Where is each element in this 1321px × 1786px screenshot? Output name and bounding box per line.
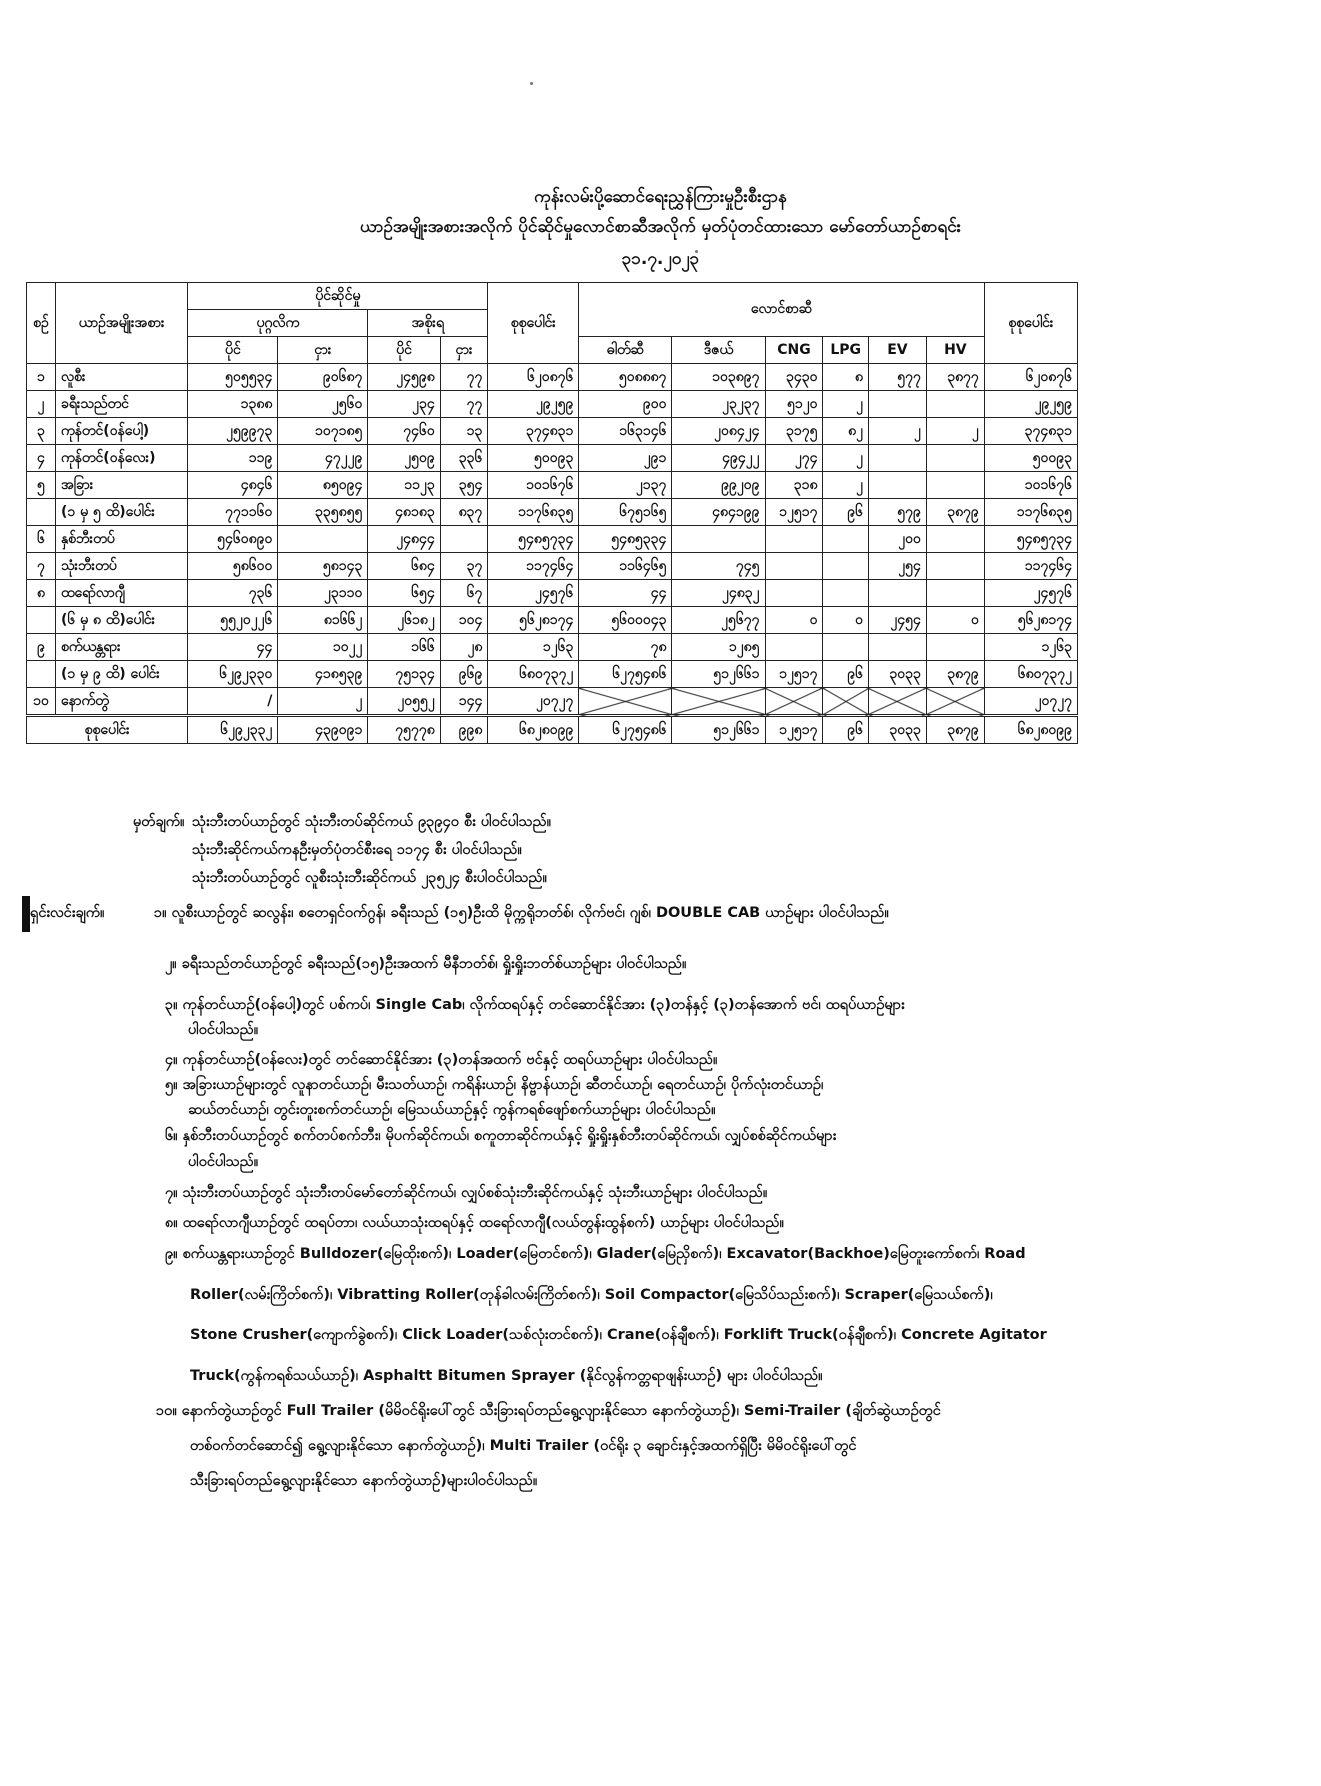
row-cell — [868, 634, 926, 661]
row-cell: ၈၁၆၆၂ — [278, 607, 368, 634]
row-cell: ၆၈၂၈၀၉၉ — [488, 716, 579, 744]
explanation-line: ၇။ သုံးဘီးတပ်ယာဉ်တွင် သုံးဘီးတပ်မော်တော်ဆိုင်ကယ်၊ လျှပ်စစ်သုံးဘီးဆိုင်ကယ်နှင့် သုံးဘီးယာဉ်များ ပါဝင်ပါသည်။ — [165, 1185, 768, 1201]
row-cell: ၂၄၅၇၆ — [488, 580, 579, 607]
row-cell: ၁၀၁၆၇၆ — [488, 472, 579, 499]
row-cell: ၇၅၁၃၄ — [368, 661, 440, 688]
col-total: စုစုပေါင်း — [488, 283, 579, 364]
col-hv: HV — [926, 337, 984, 364]
row-cell: ၁၁၇၄၆၄ — [984, 553, 1077, 580]
row-cell — [672, 526, 765, 553]
explanation-label: ရှင်းလင်းချက်။ — [30, 905, 105, 921]
row-type: ကုန်တင်(ဝန်လေး) — [55, 445, 187, 472]
row-cell — [765, 526, 823, 553]
row-cell: ၅၁၂၆၆၁ — [672, 661, 765, 688]
row-cell: ၂၅၄ — [868, 553, 926, 580]
row-cell: ၂ — [278, 688, 368, 716]
row-cell — [926, 472, 984, 499]
col-government: အစိုးရ — [368, 310, 488, 337]
row-cell — [823, 526, 869, 553]
row-cell: ၆၈၀၇၃၇၂ — [488, 661, 579, 688]
total-row — [27, 716, 1078, 744]
col-private-hire: ငှား — [278, 337, 368, 364]
col-fuel: လောင်စာဆီ — [579, 283, 984, 337]
row-cell — [440, 526, 488, 553]
row-cell: ၁၀၇၁၈၅ — [278, 418, 368, 445]
row-cell: ၂၅၀၉ — [368, 445, 440, 472]
row-type: သုံးဘီးတပ် — [55, 553, 187, 580]
row-no: ၂ — [27, 391, 56, 418]
row-cell: ၅၅၂၀၂၂၆ — [188, 607, 278, 634]
row-cell: ၁၀၁၆၇၆ — [984, 472, 1077, 499]
row-cell — [868, 688, 926, 716]
row-no: ၇ — [27, 553, 56, 580]
row-type: (၁ မှ ၅ ထိ)ပေါင်း — [55, 499, 187, 526]
row-cell: ၇၃၆ — [188, 580, 278, 607]
row-cell: ၄၈၄၆ — [188, 472, 278, 499]
row-cell: ၇၇ — [440, 391, 488, 418]
row-cell: ၈ — [823, 364, 869, 391]
table-row — [27, 391, 1078, 418]
row-cell: ၂၉၁ — [579, 445, 672, 472]
row-cell — [868, 472, 926, 499]
row-cell: ၆၂၉၂၃၃၀ — [188, 661, 278, 688]
note-line: သုံးဘီးဆိုင်ကယ်ကနဦးမှတ်ပုံတင်စီးရေ ၁၁၇၄ စီး ပါဝင်ပါသည်။ — [192, 842, 522, 858]
row-type: ကုန်တင်(ဝန်ပေါ့) — [55, 418, 187, 445]
row-cell: ၉၉၂၀၉ — [672, 472, 765, 499]
row-cell: ၄၄ — [579, 580, 672, 607]
row-cell: ၅၄၆၀၈၉၀ — [188, 526, 278, 553]
row-cell: ၀ — [765, 607, 823, 634]
row-cell: ၅၁၂၀ — [765, 391, 823, 418]
row-cell: ၇၄၆၀ — [368, 418, 440, 445]
table-row — [27, 634, 1078, 661]
row-cell: ၃၅၄ — [440, 472, 488, 499]
table-row — [27, 418, 1078, 445]
row-cell: ၉၆ — [823, 716, 869, 744]
row-cell: ၄၃၉၀၉၁ — [278, 716, 368, 744]
report-date: ၃၁.၇.၂၀၂၃ — [621, 249, 700, 269]
row-cell: ၂၉၂၅၉ — [984, 391, 1077, 418]
row-cell: ၃၀၃၃ — [868, 661, 926, 688]
row-cell: ၁၂၆၃ — [984, 634, 1077, 661]
explanation-line: ၆။ နှစ်ဘီးတပ်ယာဉ်တွင် စက်တပ်စက်ဘီး၊ မိုပက်ဆိုင်ကယ်၊ စကူတာဆိုင်ကယ်နှင့် ရှိုးရှိုးနှစ်ဘီးတပ်ဆိုင်ကယ်၊ လျှပ်စစ်ဆိုင်ကယ်များ — [165, 1128, 837, 1144]
col-private: ပုဂ္ဂလိက — [188, 310, 368, 337]
explanation-line: ပါဝင်ပါသည်။ — [188, 1022, 259, 1038]
row-cell: ၁၄၄ — [440, 688, 488, 716]
row-cell: ၁၁၇၆၈၃၅ — [488, 499, 579, 526]
table-row — [27, 661, 1078, 688]
row-cell: ၁၆၆ — [368, 634, 440, 661]
explanation-line: ၂။ ခရီးသည်တင်ယာဉ်တွင် ခရီးသည်(၁၅)ဦးအထက် မီနီဘတ်စ်၊ ရှိုးရှိုးဘတ်စ်ယာဉ်များ ပါဝင်ပါသည်။ — [165, 956, 687, 972]
row-cell: / — [188, 688, 278, 716]
row-cell: ၃၇ — [440, 553, 488, 580]
row-cell: ၆၈၀၇၃၇၂ — [984, 661, 1077, 688]
row-cell: ၃၈၇၉ — [926, 661, 984, 688]
row-cell: ၂၇၄ — [765, 445, 823, 472]
notes-label: မှတ်ချက်။ — [133, 814, 185, 830]
department-title: ကုန်းလမ်းပို့ဆောင်ရေးညွှန်ကြားမှုဦးစီးဌာန — [534, 187, 787, 207]
row-cell: ၃၈၇၉ — [926, 716, 984, 744]
row-cell — [765, 580, 823, 607]
row-cell — [926, 526, 984, 553]
row-cell: ၆၈၄ — [368, 553, 440, 580]
row-cell: ၈၅၀၉၄ — [278, 472, 368, 499]
row-cell: ၆၅၄ — [368, 580, 440, 607]
row-cell: ၅၆၀၀၀၄၃ — [579, 607, 672, 634]
row-no — [27, 499, 56, 526]
row-cell: ၂၀၈၄၂၄ — [672, 418, 765, 445]
row-cell: ၂၄၅၇၆ — [984, 580, 1077, 607]
row-cell: ၂ — [868, 418, 926, 445]
table-row — [27, 688, 1078, 716]
row-type: ထရော်လာဂျီ — [55, 580, 187, 607]
row-cell: ၅၀၈၈၈၇ — [579, 364, 672, 391]
table-row — [27, 580, 1078, 607]
row-cell: ၂၀၅၅၂ — [368, 688, 440, 716]
row-cell: ၂၅၆၀ — [278, 391, 368, 418]
explanation-line: ၉။ စက်ယန္တရားယာဉ်တွင် Bulldozer(မြေထိုးစက်)၊ Loader(မြေတင်စက်)၊ Glader(မြေညှိစက်)၊ Excavator(Backhoe)မြေတူးကော်စက်၊ Road — [165, 1246, 1026, 1262]
row-cell: ၃၇၄၈၃၁ — [488, 418, 579, 445]
explanation-line: Roller(လမ်းကြိတ်စက်)၊ Vibratting Roller(တုန်ခါလမ်းကြိတ်စက်)၊ Soil Compactor(မြေသိပ်သည်းစက်)၊ Scraper(မြေသယ်စက်)၊ — [190, 1287, 993, 1303]
row-cell: ၆၂၀၈၇၆ — [984, 364, 1077, 391]
row-cell — [868, 391, 926, 418]
row-cell: ၇၇၁၁၆၀ — [188, 499, 278, 526]
row-cell: ၁၃ — [440, 418, 488, 445]
explanation-line: တစ်ဝက်တင်ဆောင်၍ ရွေ့လျားနိုင်သော နောက်တွဲယာဉ်)၊ Multi Trailer (ဝင်ရိုး ၃ ချောင်းနှင့်အထက်ရှိပြီး မိမိဝင်ရိုးပေါ်တွင် — [190, 1438, 857, 1454]
row-cell — [926, 580, 984, 607]
row-no: ၈ — [27, 580, 56, 607]
row-cell: ၄၉၄၂၂ — [672, 445, 765, 472]
row-type: (၆ မှ ၈ ထိ)ပေါင်း — [55, 607, 187, 634]
row-cell — [823, 688, 869, 716]
col-gov-hire: ငှား — [440, 337, 488, 364]
row-cell: ၃၄၃၀ — [765, 364, 823, 391]
scan-speck — [530, 82, 533, 85]
explanation-line: Stone Crusher(ကျောက်ခွဲစက်)၊ Click Loader(သစ်လုံးတင်စက်)၊ Crane(ဝန်ချီစက်)၊ Forklift Truck(ဝန်ချီစက်)၊ Concrete Agitator — [190, 1327, 1047, 1343]
row-cell — [765, 688, 823, 716]
explanation-line: Truck(ကွန်ကရစ်သယ်ယာဉ်)၊ Asphaltt Bitumen Sprayer (နိုင်လွန်ကတ္တရာဖျန်းယာဉ်) များ ပါဝင်ပါသည်။ — [190, 1368, 823, 1384]
row-cell — [823, 580, 869, 607]
row-cell: ၅၀၀၉၃ — [984, 445, 1077, 472]
row-cell: ၂၀၇၂၇ — [984, 688, 1077, 716]
row-cell — [868, 445, 926, 472]
table-row — [27, 445, 1078, 472]
row-cell: ၈၃၇ — [440, 499, 488, 526]
row-cell: ၂၃၄ — [368, 391, 440, 418]
row-cell: ၄၈၁၈၃ — [368, 499, 440, 526]
explanation-line: သီးခြားရပ်တည်ရွေ့လျားနိုင်သော နောက်တွဲယာဉ်)များပါဝင်ပါသည်။ — [190, 1473, 538, 1489]
explanation-line: ၁၀။ နောက်တွဲယာဉ်တွင် Full Trailer (မိမိဝင်ရိုးပေါ်တွင် သီးခြားရပ်တည်ရွေ့လျားနိုင်သော နောက်တွဲယာဉ်)၊ Semi-Trailer (ချိတ်ဆွဲယာဉ်တွင် — [156, 1403, 941, 1419]
row-cell: ၅၈၆၀၀ — [188, 553, 278, 580]
header-row-1 — [27, 283, 1078, 310]
explanation-line: ပါဝင်ပါသည်။ — [188, 1154, 259, 1170]
row-cell — [823, 634, 869, 661]
row-cell: ၅၀၀၉၃ — [488, 445, 579, 472]
row-cell: ၁၃၈၈ — [188, 391, 278, 418]
explanation-line: ၄။ ကုန်တင်ယာဉ်(ဝန်လေး)တွင် တင်ဆောင်နိုင်အား (၃)တန်အထက် ဗင်နှင့် ထရပ်ယာဉ်များ ပါဝင်ပါသည်။ — [165, 1052, 718, 1068]
row-no: ၅ — [27, 472, 56, 499]
row-type: စုစုပေါင်း — [27, 716, 188, 744]
table-row — [27, 553, 1078, 580]
row-cell: ၉၆ — [823, 661, 869, 688]
row-cell: ၇၄၅ — [672, 553, 765, 580]
row-type: စက်ယန္တရား — [55, 634, 187, 661]
col-petrol: ဓါတ်ဆီ — [579, 337, 672, 364]
row-cell — [926, 688, 984, 716]
row-cell: ၂၀၇၂၇ — [488, 688, 579, 716]
row-type: နောက်တွဲ — [55, 688, 187, 716]
row-cell: ၁၁၇၄၆၄ — [488, 553, 579, 580]
explanation-line: ဆယ်တင်ယာဉ်၊ တွင်းတူးစက်တင်ယာဉ်၊ မြေသယ်ယာဉ်နှင့် ကွန်ကရစ်ဖျော်စက်ယာဉ်များ ပါဝင်ပါသည်။ — [188, 1102, 716, 1118]
row-cell: ၉၀၆၈၇ — [278, 364, 368, 391]
row-cell: ၂၅၉၉၇၃ — [188, 418, 278, 445]
row-cell: ၄၈၄၁၉၉ — [672, 499, 765, 526]
table-row — [27, 526, 1078, 553]
row-no: ၁ — [27, 364, 56, 391]
row-cell: ၉၉၈ — [440, 716, 488, 744]
row-cell: ၂၀၀ — [868, 526, 926, 553]
row-cell: ၆၂၉၂၃၃၂ — [188, 716, 278, 744]
table-row — [27, 472, 1078, 499]
row-cell: ၂၄၅၉၈ — [368, 364, 440, 391]
explanation-line: ၁။ လူစီးယာဉ်တွင် ဆလွန်း၊ စတေရှင်ဝက်ဂွန်၊ ခရီးသည် (၁၅)ဦးထိ မိုက္ကရိုဘတ်စ်၊ လိုက်ဗင်၊ ဂျစ်၊ DOUBLE CAB ယာဉ်များ ပါဝင်ပါသည်။ — [154, 905, 889, 921]
row-cell: ၅၇၇ — [868, 364, 926, 391]
row-type: နှစ်ဘီးတပ် — [55, 526, 187, 553]
row-cell: ၆၂၀၈၇၆ — [488, 364, 579, 391]
row-cell: ၅၆၂၈၁၇၄ — [488, 607, 579, 634]
row-cell: ၂၆၁၈၂ — [368, 607, 440, 634]
row-cell: ၆၂၇၅၄၈၆ — [579, 716, 672, 744]
row-cell — [823, 553, 869, 580]
row-cell: ၁၁၆၄၆၅ — [579, 553, 672, 580]
explanation-line: ၈။ ထရော်လာဂျီယာဉ်တွင် ထရပ်တာ၊ လယ်ယာသုံးထရပ်နှင့် ထရော်လာဂျီ(လယ်တွန်းထွန်စက်) ယာဉ်များ ပါဝင်ပါသည်။ — [165, 1215, 784, 1231]
table-row — [27, 499, 1078, 526]
row-type: ခရီးသည်တင် — [55, 391, 187, 418]
row-no — [27, 661, 56, 688]
row-cell: ၃၃၆ — [440, 445, 488, 472]
col-type: ယာဉ်အမျိုးအစား — [55, 283, 187, 364]
row-cell: ၂၄၈၃၂ — [672, 580, 765, 607]
row-cell: ၁၁၇၆၈၃၅ — [984, 499, 1077, 526]
row-cell: ၇၈ — [579, 634, 672, 661]
row-cell: ၁၂၅၁၇ — [765, 661, 823, 688]
report-title: ယာဉ်အမျိုးအစားအလိုက် ပိုင်ဆိုင်မှုလောင်စာဆီအလိုက် မှတ်ပုံတင်ထားသော မော်တော်ယာဉ်စာရင်း — [360, 217, 961, 237]
row-no — [27, 607, 56, 634]
row-cell: ၂ — [823, 391, 869, 418]
row-cell: ၅၁၂၆၆၁ — [672, 716, 765, 744]
row-cell: ၂ — [823, 472, 869, 499]
row-cell: ၃၀၃၃ — [868, 716, 926, 744]
row-type: (၁ မှ ၉ ထိ) ပေါင်း — [55, 661, 187, 688]
row-cell: ၄၇၂၂၉ — [278, 445, 368, 472]
row-cell: ၅၈၁၄၃ — [278, 553, 368, 580]
table-row — [27, 364, 1078, 391]
row-cell: ၆၇၅၁၆၅ — [579, 499, 672, 526]
row-cell: ၀ — [823, 607, 869, 634]
row-cell: ၉၆ — [823, 499, 869, 526]
row-cell — [868, 580, 926, 607]
row-cell: ၂၉၂၅၉ — [488, 391, 579, 418]
row-type: လူစီး — [55, 364, 187, 391]
row-cell: ၄၄ — [188, 634, 278, 661]
row-type: အခြား — [55, 472, 187, 499]
table-row — [27, 607, 1078, 634]
row-cell: ၅၄၈၅၇၃၄ — [488, 526, 579, 553]
row-cell: ၅၇၉ — [868, 499, 926, 526]
row-cell — [765, 634, 823, 661]
row-cell: ၃၇၄၈၃၁ — [984, 418, 1077, 445]
row-cell — [926, 553, 984, 580]
row-cell: ၂၁၃၇ — [579, 472, 672, 499]
col-cng: CNG — [765, 337, 823, 364]
row-cell: ၁၂၆၃ — [488, 634, 579, 661]
row-cell — [926, 634, 984, 661]
row-cell: ၁၂၈၅ — [672, 634, 765, 661]
row-cell: ၁၀၄ — [440, 607, 488, 634]
row-cell: ၁၆၃၁၄၆ — [579, 418, 672, 445]
row-cell: ၃၈၇၇ — [926, 364, 984, 391]
row-cell: ၁၀၂၂ — [278, 634, 368, 661]
row-cell: ၃၁၇၅ — [765, 418, 823, 445]
col-no: စဉ် — [27, 283, 56, 364]
row-no: ၆ — [27, 526, 56, 553]
col-total-2: စုစုပေါင်း — [984, 283, 1077, 364]
row-cell: ၅၀၅၅၃၄ — [188, 364, 278, 391]
row-cell — [926, 445, 984, 472]
note-line: သုံးဘီးတပ်ယာဉ်တွင် သုံးဘီးတပ်ဆိုင်ကယ် ၉၃၉၄၀ စီး ပါဝင်ပါသည်။ — [192, 814, 552, 830]
row-cell: ၂၄၈၄၄ — [368, 526, 440, 553]
col-private-owned: ပိုင် — [188, 337, 278, 364]
row-no: ၃ — [27, 418, 56, 445]
row-cell: ၃၈၇၉ — [926, 499, 984, 526]
col-lpg: LPG — [823, 337, 869, 364]
row-cell: ၂၃၁၁၀ — [278, 580, 368, 607]
row-cell — [672, 688, 765, 716]
row-cell: ၅၄၈၅၃၃၄ — [579, 526, 672, 553]
col-gov-owned: ပိုင် — [368, 337, 440, 364]
row-cell: ၂ — [926, 418, 984, 445]
col-diesel: ဒီဇယ် — [672, 337, 765, 364]
row-cell: ၂၈ — [440, 634, 488, 661]
row-cell: ၈၂ — [823, 418, 869, 445]
row-cell: ၁၂၅၁၇ — [765, 499, 823, 526]
row-cell: ၇၇ — [440, 364, 488, 391]
col-ev: EV — [868, 337, 926, 364]
row-cell: ၁၁၂၃ — [368, 472, 440, 499]
row-no: ၉ — [27, 634, 56, 661]
row-cell — [579, 688, 672, 716]
row-no: ၄ — [27, 445, 56, 472]
row-cell: ၃၃၅၈၅၅ — [278, 499, 368, 526]
row-cell: ၅၄၈၅၇၃၄ — [984, 526, 1077, 553]
row-cell: ၂၃၂၃၇ — [672, 391, 765, 418]
row-cell: ၀ — [926, 607, 984, 634]
explanation-line: ၃။ ကုန်တင်ယာဉ်(ဝန်ပေါ့)တွင် ပစ်ကပ်၊ Single Cab၊ လိုက်ထရပ်နှင့် တင်ဆောင်နိုင်အား (၃)တန်နှင့် (၃)တန်အောက် ဗင်၊ ထရပ်ယာဉ်များ — [165, 997, 905, 1013]
row-cell — [765, 553, 823, 580]
row-cell: ၉၀၀ — [579, 391, 672, 418]
col-ownership: ပိုင်ဆိုင်မှု — [188, 283, 488, 310]
note-line: သုံးဘီးတပ်ယာဉ်တွင် လူစီးသုံးဘီးဆိုင်ကယ် ၂၃၅၂၄ စီးပါဝင်ပါသည်။ — [192, 870, 547, 886]
row-cell: ၃၁၈ — [765, 472, 823, 499]
row-cell: ၆၇ — [440, 580, 488, 607]
row-cell: ၉၆၉ — [440, 661, 488, 688]
row-cell: ၇၅၇၇၈ — [368, 716, 440, 744]
row-cell: ၅၆၂၈၁၇၄ — [984, 607, 1077, 634]
row-cell: ၂၅၆၇၇ — [672, 607, 765, 634]
row-cell: ၆၈၂၈၀၉၉ — [984, 716, 1077, 744]
row-cell: ၆၂၇၅၄၈၆ — [579, 661, 672, 688]
row-cell: ၂၄၅၄ — [868, 607, 926, 634]
row-cell: ၁၁၉ — [188, 445, 278, 472]
scan-mark — [22, 896, 30, 932]
row-cell: ၁၂၅၁၇ — [765, 716, 823, 744]
row-cell: ၁၀၃၈၉၇ — [672, 364, 765, 391]
row-cell — [278, 526, 368, 553]
row-no: ၁၀ — [27, 688, 56, 716]
vehicle-registration-table — [26, 282, 1078, 744]
row-cell: ၄၁၈၅၃၉ — [278, 661, 368, 688]
row-cell: ၂ — [823, 445, 869, 472]
row-cell — [926, 391, 984, 418]
explanation-line: ၅။ အခြားယာဉ်များတွင် လူနာတင်ယာဉ်၊ မီးသတ်ယာဉ်၊ ကရိန်းယာဉ်၊ နိဗ္ဗာန်ယာဉ်၊ ဆီတင်ယာဉ်၊ ရေတင်ယာဉ်၊ ပိုက်လုံးတင်ယာဉ်၊ — [165, 1077, 824, 1093]
